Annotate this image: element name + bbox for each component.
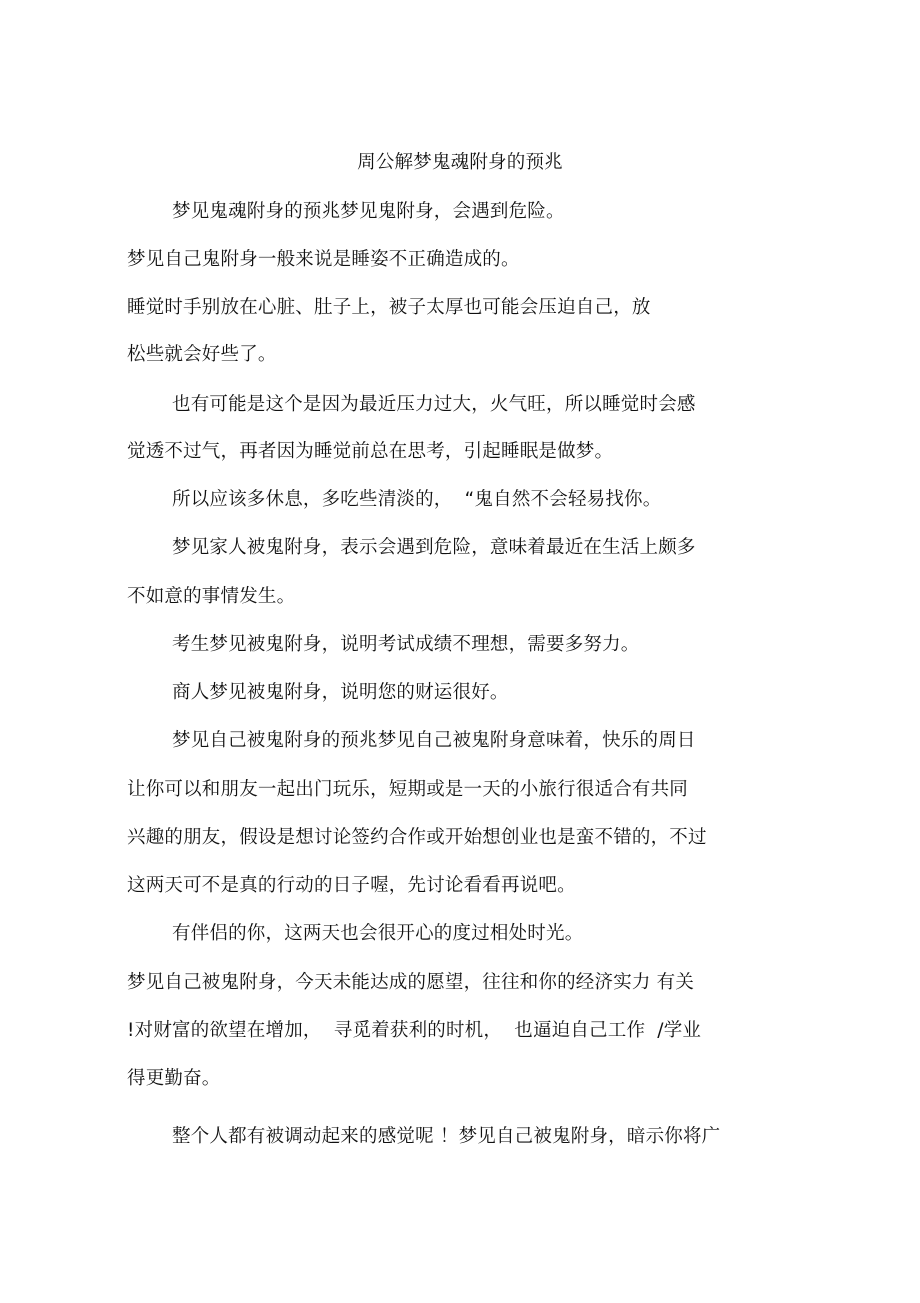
paragraph-line: 有伴侣的你，这两天也会很开心的度过相处时光。 — [172, 923, 584, 944]
paragraph-line: 得更勤奋。 — [127, 1068, 221, 1089]
paragraph-line: 梦见鬼魂附身的预兆梦见鬼附身，会遇到危险。 — [172, 201, 565, 222]
paragraph-line: 这两天可不是真的行动的日子喔，先讨论看看再说吧。 — [127, 875, 576, 896]
paragraph-line: 也有可能是这个是因为最近压力过大，火气旺，所以睡觉时会感 — [172, 394, 696, 415]
paragraph-line: !对财富的欲望在增加， 寻觅着获利的时机， 也逼迫自己工作 /学业 — [127, 1020, 702, 1041]
paragraph-line: 让你可以和朋友一起出门玩乐，短期或是一天的小旅行很适合有共同 — [127, 779, 689, 800]
paragraph-line: 梦见自己被鬼附身，今天未能达成的愿望，往往和你的经济实力 有关 — [127, 972, 695, 993]
paragraph-line: 梦见自己鬼附身一般来说是睡姿不正确造成的。 — [127, 249, 520, 270]
paragraph-line: 松些就会好些了。 — [127, 344, 277, 365]
paragraph-line: 梦见家人被鬼附身，表示会遇到危险，意味着最近在生活上颇多 — [172, 537, 696, 558]
paragraph-line: 兴趣的朋友，假设是想讨论签约合作或开始想创业也是蛮不错的，不过 — [127, 827, 707, 848]
paragraph-line: 不如意的事情发生。 — [127, 586, 296, 607]
paragraph-line: 觉透不过气，再者因为睡觉前总在思考，引起睡眠是做梦。 — [127, 441, 614, 462]
paragraph-line: 睡觉时手别放在心脏、肚子上，被子太厚也可能会压迫自己，放 — [127, 297, 651, 318]
paragraph-line: 商人梦见被鬼附身，说明您的财运很好。 — [172, 682, 509, 703]
paragraph-line: 所以应该多休息，多吃些清淡的， “鬼自然不会轻易找你。 — [172, 489, 662, 510]
paragraph-line: 考生梦见被鬼附身，说明考试成绩不理想，需要多努力。 — [172, 634, 640, 655]
paragraph-line: 整个人都有被调动起来的感觉呢 ！梦见自己被鬼附身，暗示你将广 — [172, 1126, 721, 1147]
paragraph-line: 梦见自己被鬼附身的预兆梦见自己被鬼附身意味着，快乐的周日 — [172, 730, 696, 751]
document-title: 周公解梦鬼魂附身的预兆 — [357, 152, 563, 173]
